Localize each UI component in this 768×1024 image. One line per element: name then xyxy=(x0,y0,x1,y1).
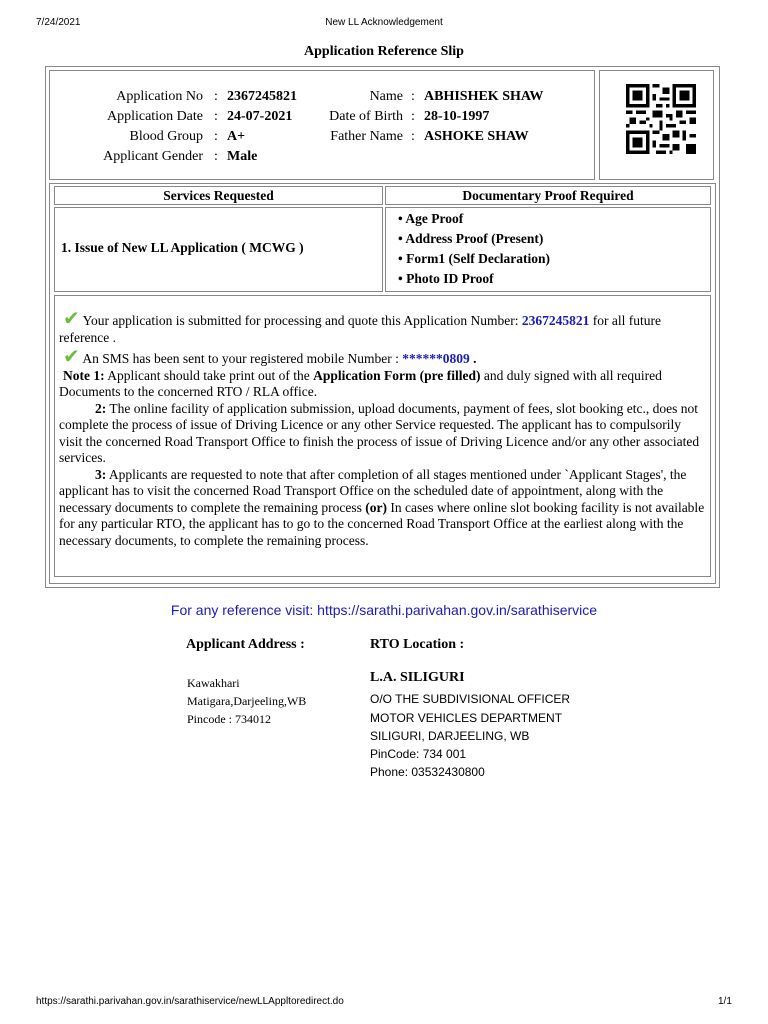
note1-label: Note 1: xyxy=(63,367,105,383)
blood-group-label: Blood Group xyxy=(129,129,203,144)
dob-label: Date of Birth xyxy=(329,109,403,124)
qr-code-icon xyxy=(626,84,696,154)
rto-line: PinCode: 734 001 xyxy=(370,747,467,761)
address-line: Pincode : 734012 xyxy=(187,712,271,726)
application-date-label: Application Date xyxy=(106,109,203,124)
rto-location-heading: RTO Location : xyxy=(370,637,465,652)
address-line: Kawakhari xyxy=(187,676,240,690)
father-name-label: Father Name xyxy=(330,129,403,144)
footer-url[interactable]: https://sarathi.parivahan.gov.in/sarathiservice/newLLAppltoredirect.do xyxy=(36,996,344,1007)
check-icon: ✔ xyxy=(63,306,80,330)
slip-container xyxy=(45,66,720,588)
services-section xyxy=(49,183,716,584)
doc-item: • Address Proof (Present) xyxy=(398,231,544,246)
name-label: Name xyxy=(369,89,403,104)
applicant-address-heading: Applicant Address : xyxy=(186,637,305,652)
doc-item: • Photo ID Proof xyxy=(398,271,494,286)
blood-group: A+ xyxy=(227,129,246,144)
note3-label: 3: xyxy=(95,466,107,482)
address-line: Matigara,Darjeeling,WB xyxy=(187,694,307,708)
print-date: 7/24/2021 xyxy=(36,17,81,28)
page-number: 1/1 xyxy=(718,996,732,1007)
service-cell xyxy=(54,207,383,292)
services-header: Services Requested xyxy=(54,186,383,205)
applicant-info: Application No : 2367245821 Name : ABHISHEK SHAW Application Date : 24-07-2021 Date of Birth : 28-10-1997 Blood Group : A+ Father Name : ASHOKE SHAW Applicant Gender : Male xyxy=(49,70,595,180)
application-date: 24-07-2021 xyxy=(227,109,293,124)
slip-title: Application Reference Slip xyxy=(304,44,464,59)
mobile-number: ******0809 xyxy=(402,351,470,366)
rto-line: SILIGURI, DARJEELING, WB xyxy=(370,729,530,743)
rto-line: O/O THE SUBDIVISIONAL OFFICER xyxy=(370,692,571,706)
rto-name: L.A. SILIGURI xyxy=(370,670,465,685)
note2-text: The online facility of application submission, upload documents, payment of fees, slot booking etc., does not complete the process of issue of Driving Licence or any other Service requested. The applicant has to compulsorily visit the concerned Road Transport Office to finish the process of issue of Driving Licence and/or any other associated services. xyxy=(59,400,700,465)
note3-text: Applicants are requested to note that after completion of all stages mentioned under `Applicant Stages', the applicant has to visit the concerned Road Transport Office on the scheduled date of appointment, along with the necessary documents to complete the remaining process xyxy=(59,466,687,515)
reference-link[interactable]: For any reference visit: https://sarathi.parivahan.gov.in/sarathiservice xyxy=(170,602,598,618)
check-icon: ✔ xyxy=(63,344,80,368)
notes-section: ✔ Your application is submitted for processing and quote this Application Number: 2367245821 for all future reference . ✔ An SMS has been sent to your registered mobile Number : ******0809 . Note 1: Applicant should take print out of the Application Form (pre filled) and duly signed with all required Documents to the concerned RTO / RLA office. 2: The online facility of application submission, upload documents, payment of fees, slot booking etc., does not complete the process of issue of Driving Licence or any other Service requested. The applicant has to compulsorily visit the concerned Road Transport Office to finish the process of issue of Driving Licence and/or any other associated services. 3: Applicants are requested to note that after completion of all stages mentioned under `Applicant Stages', the applicant has to visit the concerned Road Transport Office on the scheduled date of appointment, along with the necessary documents to complete the remaining process (or) In cases where online slot booking facility is not available for any particular RTO, the applicant has to go to the concerned Road Transport Office at the earliest along with the necessary documents, to complete the remaining process. xyxy=(54,295,711,577)
gender: Male xyxy=(227,149,258,164)
father-name: ASHOKE SHAW xyxy=(424,129,529,144)
rto-line: Phone: 03532430800 xyxy=(370,765,485,779)
proof-header: Documentary Proof Required xyxy=(385,186,711,205)
sms-text: An SMS has been sent to your registered mobile Number : xyxy=(82,351,399,366)
doc-item: • Age Proof xyxy=(398,211,464,226)
gender-label: Applicant Gender xyxy=(103,149,203,164)
proof-cell xyxy=(385,207,711,292)
application-no-label: Application No xyxy=(116,89,203,104)
service-item: 1. Issue of New LL Application ( MCWG ) xyxy=(61,240,304,255)
applicant-name: ABHISHEK SHAW xyxy=(424,89,544,104)
submitted-tail: for all future reference . xyxy=(59,313,661,345)
doc-item: • Form1 (Self Declaration) xyxy=(398,251,551,266)
rto-line: MOTOR VEHICLES DEPARTMENT xyxy=(370,711,563,725)
application-number-ref: 2367245821 xyxy=(521,313,590,328)
qr-box xyxy=(599,70,714,180)
application-form-text: Application Form (pre filled) xyxy=(313,367,481,383)
dob: 28-10-1997 xyxy=(424,109,490,124)
submitted-text: Your application is submitted for processing and quote this Application Number: xyxy=(82,313,519,328)
application-no: 2367245821 xyxy=(227,89,297,104)
print-title: New LL Acknowledgement xyxy=(325,17,443,28)
note2-label: 2: xyxy=(95,400,107,416)
